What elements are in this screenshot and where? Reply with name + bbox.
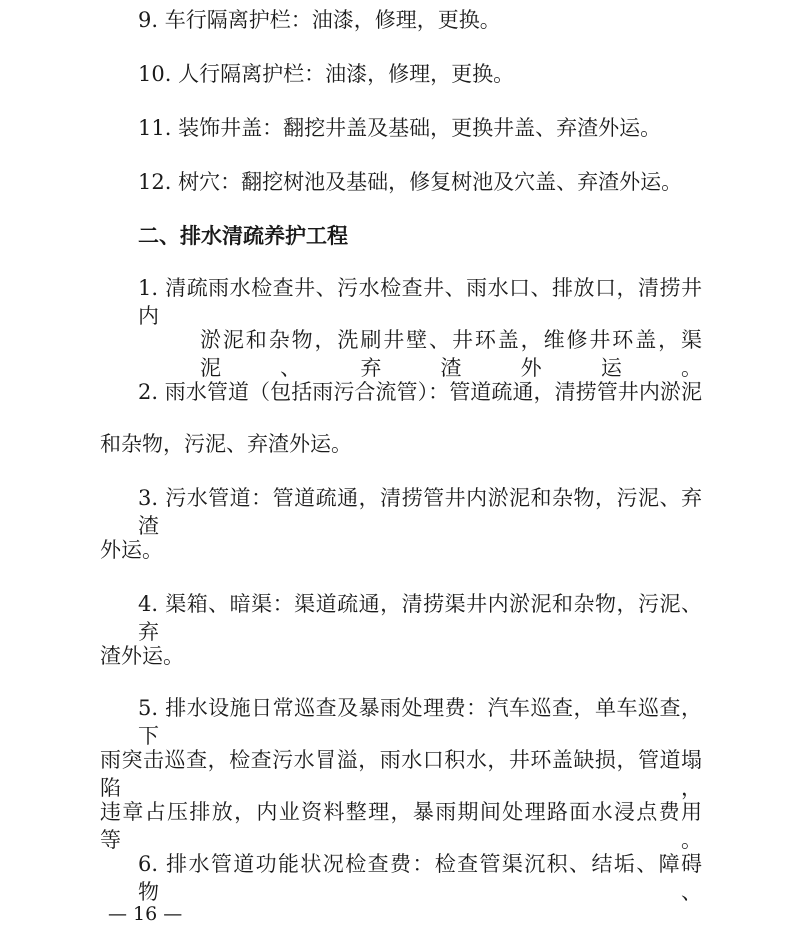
para-5-line-1: 5. 排水设施日常巡查及暴雨处理费：汽车巡查，单车巡查，下 [138,696,702,748]
item-9-line: 9. 车行隔离护栏：油漆，修理，更换。 [138,8,501,32]
para-5-line-2: 雨突击巡查，检查污水冒溢，雨水口积水，井环盖缺损，管道塌陷， [100,748,702,800]
item-10-line: 10. 人行隔离护栏：油漆，修理，更换。 [138,62,515,86]
para-3-line-1: 3. 污水管道：管道疏通，清捞管井内淤泥和杂物，污泥、弃渣 [138,486,702,538]
item-12-line: 12. 树穴：翻挖树池及基础，修复树池及穴盖、弃渣外运。 [138,170,683,194]
section-heading: 二、排水清疏养护工程 [138,224,348,248]
item-11-line: 11. 装饰井盖：翻挖井盖及基础，更换井盖、弃渣外运。 [138,116,662,140]
para-1-line-1: 1. 清疏雨水检查井、污水检查井、雨水口、排放口，清捞井内 [138,276,702,328]
para-1-line-2: 淤泥和杂物，洗刷井壁、井环盖，维修井环盖，渠泥、弃渣外运。 [200,328,702,380]
page-number: — 16 — [108,903,183,925]
para-2-line-1: 2. 雨水管道（包括雨污合流管）：管道疏通，清捞管井内淤泥 [138,380,702,404]
para-2-line-2: 和杂物，污泥、弃渣外运。 [100,432,352,456]
para-3-line-2: 外运。 [100,538,163,562]
para-6-line-1: 6. 排水管道功能状况检查费：检查管渠沉积、结垢、障碍物、 [138,852,702,904]
para-4-line-2: 渣外运。 [100,644,184,668]
para-4-line-1: 4. 渠箱、暗渠：渠道疏通，清捞渠井内淤泥和杂物，污泥、弃 [138,592,702,644]
para-5-line-3: 违章占压排放，内业资料整理，暴雨期间处理路面水浸点费用等。 [100,800,702,852]
